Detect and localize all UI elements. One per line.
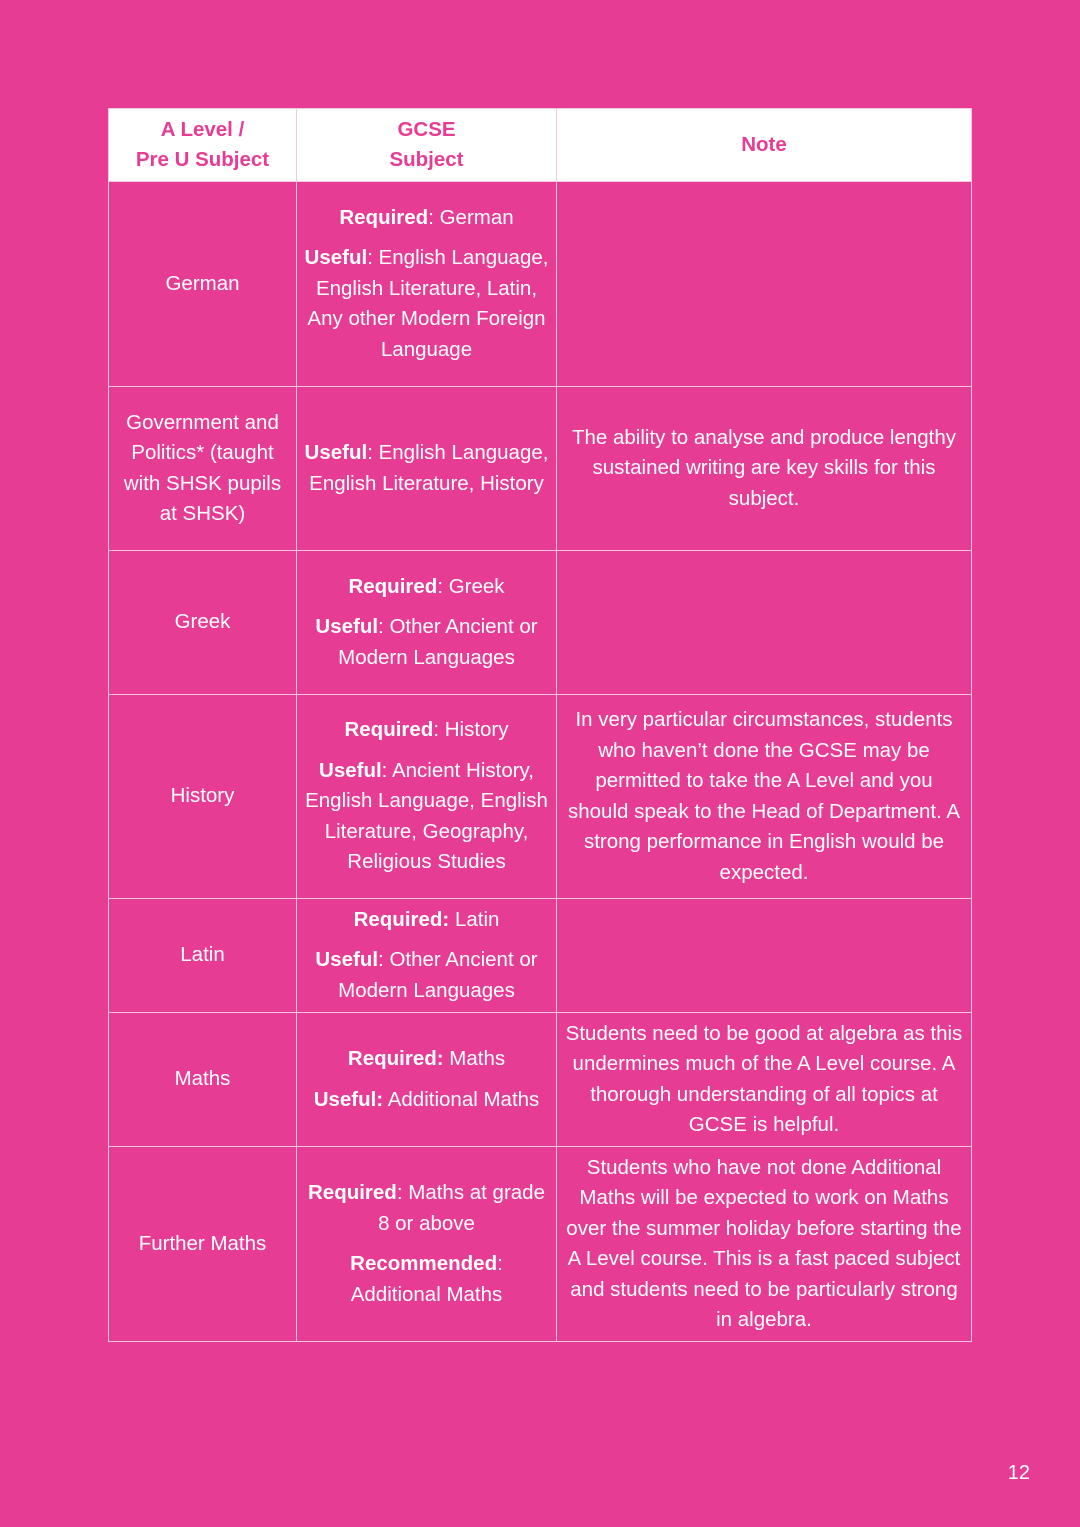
gcse-requirement xyxy=(303,756,550,878)
requirement-separator: : xyxy=(428,205,434,229)
subject-cell: Government and Politics* (taught with SHSK pupils at SHSK) xyxy=(109,387,297,551)
header-note: Note xyxy=(557,109,972,182)
requirement-label: Useful xyxy=(315,948,379,972)
requirement-label: Required: xyxy=(353,907,450,931)
subject-requirements-table xyxy=(108,108,972,1342)
requirement-text: Greek xyxy=(443,574,505,598)
note-cell xyxy=(557,899,972,1013)
requirement-text: History xyxy=(439,718,509,742)
gcse-requirement xyxy=(303,1249,550,1310)
requirement-separator: : xyxy=(378,615,384,639)
gcse-cell xyxy=(297,551,557,695)
gcse-requirement xyxy=(303,612,550,673)
header-a-level-line-2: Pre U Subject xyxy=(135,148,270,171)
subject-cell: Greek xyxy=(109,551,297,695)
table-row xyxy=(109,387,972,551)
requirement-separator: : xyxy=(433,718,440,742)
note-cell: The ability to analyse and produce lengthy sustained writing are key skills for this subject. xyxy=(557,387,972,551)
header-gcse-subject xyxy=(297,109,557,182)
gcse-requirement xyxy=(303,438,550,499)
gcse-requirement xyxy=(303,1044,550,1075)
gcse-cell xyxy=(297,695,557,899)
table-body xyxy=(109,182,972,1342)
header-gcse-line-2: Subject xyxy=(389,148,464,171)
gcse-requirement xyxy=(303,945,550,1006)
subject-cell: Maths xyxy=(109,1013,297,1147)
requirement-label: Recommended xyxy=(350,1252,498,1275)
requirement-label: Useful xyxy=(304,246,368,270)
requirement-text: Additional Maths xyxy=(350,1282,503,1306)
header-gcse-line-1: GCSE xyxy=(397,118,456,141)
header-a-level-line-1: A Level / xyxy=(160,118,245,141)
requirement-text: Maths xyxy=(443,1047,506,1070)
subject-cell: Latin xyxy=(109,899,297,1013)
gcse-requirement xyxy=(303,1085,550,1116)
note-cell xyxy=(557,551,972,695)
requirement-label: Required: xyxy=(347,1047,444,1070)
requirement-text: Maths at grade 8 or above xyxy=(378,1181,545,1235)
gcse-cell xyxy=(297,387,557,551)
requirement-text: Other Ancient or Modern Languages xyxy=(338,615,538,669)
gcse-requirement xyxy=(303,203,550,234)
table-row xyxy=(109,899,972,1013)
requirement-label: Useful xyxy=(304,441,368,464)
table-row xyxy=(109,1013,972,1147)
table-row xyxy=(109,182,972,387)
gcse-requirement xyxy=(303,1178,550,1239)
requirement-label: Useful: xyxy=(313,1087,384,1111)
gcse-requirement xyxy=(303,905,550,936)
requirement-text: English Language, English Literature, History xyxy=(309,441,549,495)
requirement-separator: : xyxy=(367,441,373,464)
requirement-text: Additional Maths xyxy=(383,1087,540,1111)
requirement-label: Required xyxy=(348,574,438,598)
table-header-row xyxy=(109,109,972,182)
requirement-text: English Language, English Literature, Latin, Any other Modern Foreign Language xyxy=(307,246,549,361)
requirement-text: Ancient History, English Language, English Literature, Geography, Religious Studies xyxy=(305,758,548,874)
table-row xyxy=(109,695,972,899)
gcse-cell xyxy=(297,899,557,1013)
requirement-label: Useful xyxy=(319,758,382,782)
gcse-cell xyxy=(297,1147,557,1342)
requirement-separator: : xyxy=(396,1181,403,1204)
requirement-separator: : xyxy=(381,758,388,782)
requirement-separator: : xyxy=(437,574,444,598)
gcse-cell xyxy=(297,182,557,387)
requirement-label: Required xyxy=(344,718,434,742)
gcse-requirement xyxy=(303,715,550,746)
note-cell: Students who have not done Additional Maths will be expected to work on Maths over the summer holiday before starting the A Level course. This is a fast paced subject and students need to be particularly strong in algebra. xyxy=(557,1147,972,1342)
gcse-requirement xyxy=(303,572,550,603)
subject-cell: Further Maths xyxy=(109,1147,297,1342)
table-row xyxy=(109,551,972,695)
note-cell: Students need to be good at algebra as this undermines much of the A Level course. A thorough understanding of all topics at GCSE is helpful. xyxy=(557,1013,972,1147)
requirement-text: German xyxy=(433,205,514,229)
gcse-cell xyxy=(297,1013,557,1147)
requirement-separator: : xyxy=(367,246,373,270)
requirement-label: Useful xyxy=(315,615,379,639)
gcse-requirement xyxy=(303,243,550,365)
note-cell xyxy=(557,182,972,387)
requirement-separator: : xyxy=(378,948,384,972)
note-cell: In very particular circumstances, students who haven’t done the GCSE may be permitted to take the A Level and you should speak to the Head of Department. A strong performance in English would be expected. xyxy=(557,695,972,899)
requirement-text: Other Ancient or Modern Languages xyxy=(338,948,538,1002)
requirement-label: Required xyxy=(307,1181,397,1204)
table-row xyxy=(109,1147,972,1342)
subject-cell: History xyxy=(109,695,297,899)
header-a-level-subject xyxy=(109,109,297,182)
subject-cell: German xyxy=(109,182,297,387)
requirement-separator: : xyxy=(497,1252,503,1275)
requirement-label: Required xyxy=(339,205,429,229)
requirement-text: Latin xyxy=(449,907,500,931)
page-number: 12 xyxy=(1007,1462,1030,1484)
